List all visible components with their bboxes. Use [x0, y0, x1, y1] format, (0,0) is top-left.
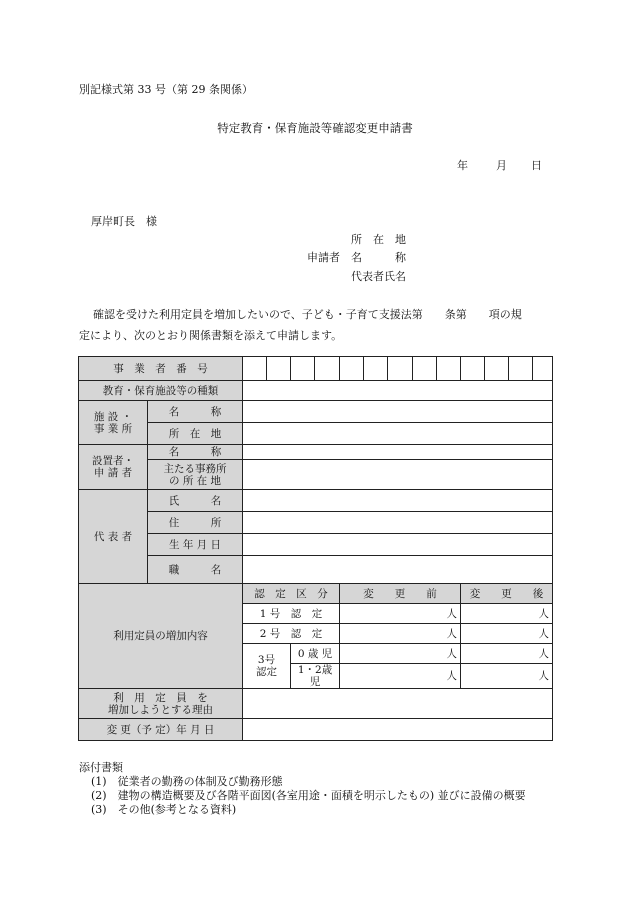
business-number-cell[interactable]: [413, 357, 437, 381]
cert1-before-field[interactable]: 人: [340, 604, 461, 624]
date-year: 年: [457, 159, 468, 172]
business-number-cell[interactable]: [437, 357, 461, 381]
business-number-cell[interactable]: [388, 357, 413, 381]
cert2-label: 2 号 認 定: [243, 624, 340, 644]
date-day: 日: [531, 159, 542, 172]
date-month: 月: [496, 159, 507, 172]
facility-location-field[interactable]: [243, 423, 553, 445]
age0-label: 0 歳 児: [291, 644, 340, 664]
change-date-label: 変 更（予 定）年 月 日: [79, 719, 243, 741]
age12-after-field[interactable]: 人: [461, 664, 553, 689]
business-number-cell[interactable]: [533, 357, 553, 381]
statement-line-1: 確認を受けた利用定員を増加したいので、子ども・子育て支援法第 条第 項の規: [93, 308, 522, 321]
capacity-label: 利用定員の増加内容: [79, 584, 243, 689]
business-number-cell[interactable]: [461, 357, 485, 381]
application-statement: [79, 304, 551, 346]
business-number-label: 事 業 者 番 号: [79, 357, 243, 381]
facility-location-label: 所 在 地: [148, 423, 243, 445]
cert2-before-field[interactable]: 人: [340, 624, 461, 644]
rep-address-field[interactable]: [243, 512, 553, 534]
attachment-item: (2) 建物の構造概要及び各階平面図(各室用途・面積を明示したもの) 並びに設備の概要: [91, 789, 526, 802]
establisher-label: 設置者・ 申 請 者: [79, 445, 148, 490]
cert1-label: 1 号 認 定: [243, 604, 340, 624]
facility-label: 施 設 ・ 事 業 所: [79, 401, 148, 445]
reason-field[interactable]: [243, 689, 553, 719]
cert3-label: 3号 認定: [243, 644, 291, 689]
establisher-name-field[interactable]: [243, 445, 553, 460]
facility-type-field[interactable]: [243, 381, 553, 401]
rep-name-field[interactable]: [243, 490, 553, 512]
facility-type-label: 教育・保育施設等の種類: [79, 381, 243, 401]
business-number-cell[interactable]: [509, 357, 533, 381]
addressee: 厚岸町長 様: [91, 215, 157, 228]
main-office-field[interactable]: [243, 460, 553, 490]
business-number-cell[interactable]: [291, 357, 315, 381]
facility-name-field[interactable]: [243, 401, 553, 423]
business-number-cell[interactable]: [267, 357, 291, 381]
age12-label: 1・2歳児: [291, 664, 340, 689]
applicant-label: 申請者: [307, 251, 340, 264]
form-reference: 別記様式第 33 号（第 29 条関係）: [79, 83, 253, 96]
applicant-name-label: 名 称: [351, 251, 406, 264]
attachment-item: (3) その他(参考となる資料): [91, 803, 237, 816]
document-title: 特定教育・保育施設等確認変更申請書: [217, 121, 413, 135]
application-form-table: [78, 356, 553, 741]
rep-name-label: 氏 名: [148, 490, 243, 512]
cert2-after-field[interactable]: 人: [461, 624, 553, 644]
age12-before-field[interactable]: 人: [340, 664, 461, 689]
applicant-address-label: 所 在 地: [351, 233, 406, 246]
attachment-item: (1) 従業者の勤務の体制及び勤務形態: [91, 775, 283, 788]
rep-address-label: 住 所: [148, 512, 243, 534]
applicant-rep-label: 代表者氏名: [351, 270, 406, 283]
business-number-cell[interactable]: [364, 357, 388, 381]
rep-position-label: 職 名: [148, 556, 243, 584]
reason-label: 利 用 定 員 を 増加しようとする理由: [79, 689, 243, 719]
business-number-cell[interactable]: [243, 357, 267, 381]
rep-birth-field[interactable]: [243, 534, 553, 556]
attachments-heading: 添付書類: [79, 761, 123, 774]
rep-position-field[interactable]: [243, 556, 553, 584]
representative-label: 代 表 者: [79, 490, 148, 584]
age0-before-field[interactable]: 人: [340, 644, 461, 664]
business-number-cell[interactable]: [340, 357, 364, 381]
age0-after-field[interactable]: 人: [461, 644, 553, 664]
establisher-name-label: 名 称: [148, 445, 243, 460]
cert-category-header: 認 定 区 分: [243, 584, 340, 604]
after-header: 変 更 後: [461, 584, 553, 604]
attachments: [79, 761, 526, 817]
change-date-field[interactable]: [243, 719, 553, 741]
cert1-after-field[interactable]: 人: [461, 604, 553, 624]
before-header: 変 更 前: [340, 584, 461, 604]
statement-line-2: 定により、次のとおり関係書類を添えて申請します。: [79, 329, 343, 342]
facility-name-label: 名 称: [148, 401, 243, 423]
business-number-cell[interactable]: [485, 357, 509, 381]
rep-birth-label: 生 年 月 日: [148, 534, 243, 556]
main-office-label: 主たる事務所 の 所 在 地: [148, 460, 243, 490]
business-number-cell[interactable]: [315, 357, 340, 381]
